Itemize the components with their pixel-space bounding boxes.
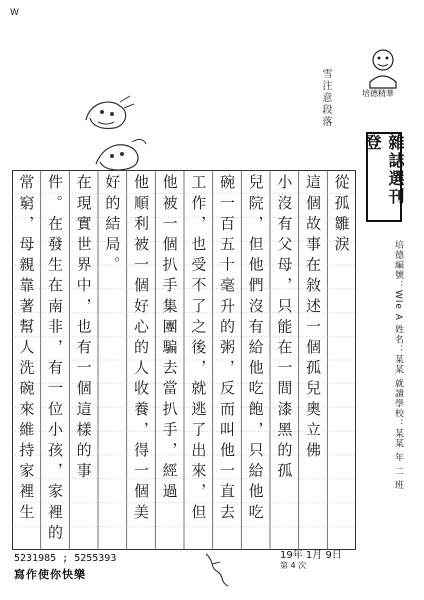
corner-mark: W: [10, 8, 20, 18]
essay-column: 件。在發生在南非，有一位小孩，家裡的: [46, 174, 64, 545]
essay-column: 兒院，但他們沒有給他吃飽，只給他吃: [246, 174, 265, 525]
doodle-scribble-lower: [92, 134, 150, 174]
footer-block: [14, 553, 116, 582]
page-label: 第 4 次: [280, 561, 307, 570]
essay-column: 工作，也受不了之後，就逃了出來，但: [189, 174, 208, 525]
logo-caption: 培德精華: [362, 89, 394, 98]
essay-column: 碗一百五十毫升的粥，反而叫他一直去: [218, 174, 236, 525]
essay-column: 好的結局。: [103, 174, 122, 277]
footer-code: 5231985 ; 5255393: [14, 553, 117, 564]
doodle-scribble-upper: [80, 92, 138, 136]
essay-column: 在現實世界中，也有一個這樣的事: [74, 174, 93, 483]
signature-squiggle: [200, 550, 240, 590]
essay-column: 常窮，母親靠著幫人洗碗來維持家裡生: [17, 174, 36, 525]
badge-logo-icon: [362, 44, 404, 94]
essay-column: 這個故事在敘述一個孤兒奧立佛: [304, 174, 322, 463]
footer-slogan: 寫作使你快樂: [14, 568, 86, 581]
student-info: 培德編號：Wle A 姓名：某某 就讀學校：某某 年 二 班: [393, 240, 403, 491]
publication-stamp: [363, 132, 405, 222]
essay-column: 從孤雛淚: [332, 174, 351, 257]
essay-column: 他順利被一個好心的人收養，得一個美: [132, 174, 150, 525]
teacher-comment: 雪注意段落: [320, 68, 331, 128]
date-line: 19年 1月 9日: [280, 550, 342, 561]
essay-column: 他被一個扒手集團騙去當扒手，經過: [160, 174, 179, 504]
essay-column: 小沒有父母，只能在一間漆黑的孤: [275, 174, 294, 483]
stamp-text: 雜誌選刊登: [363, 134, 405, 206]
